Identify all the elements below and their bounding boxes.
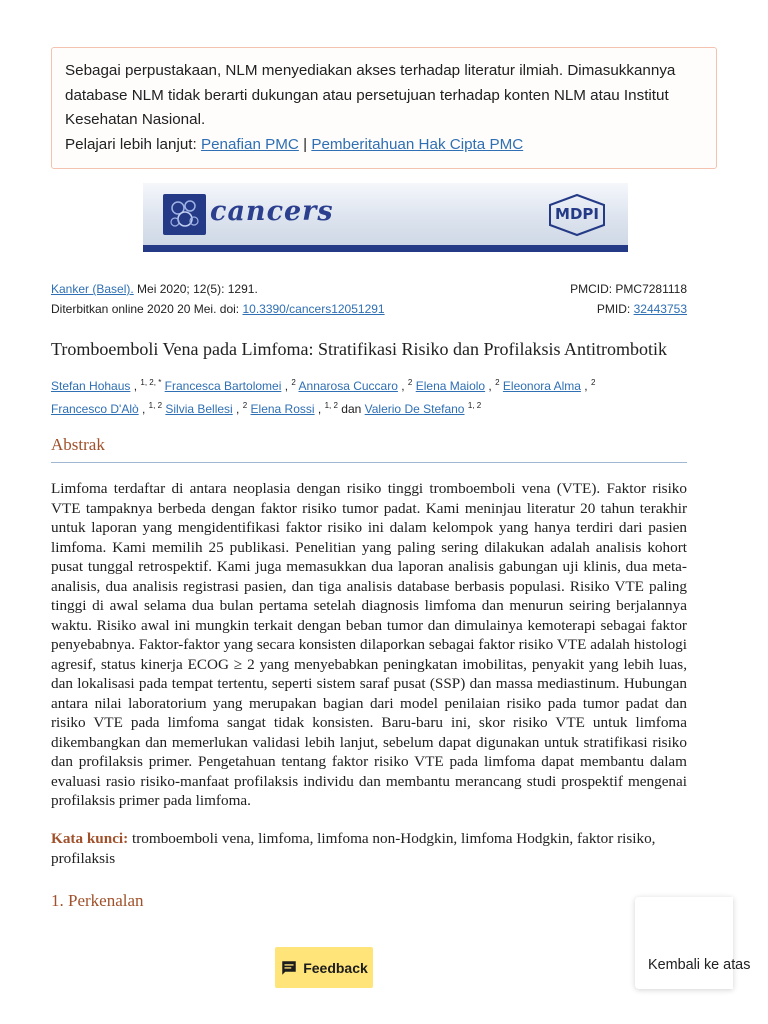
link-separator: | bbox=[303, 135, 308, 153]
journal-name: cancers bbox=[210, 196, 334, 227]
notice-learn-more bbox=[65, 133, 703, 158]
author-link[interactable]: Francesco D'Alò bbox=[51, 402, 139, 416]
feedback-button[interactable] bbox=[275, 947, 373, 988]
author-affiliation: 1, 2 bbox=[148, 401, 163, 410]
citation-meta bbox=[51, 279, 687, 319]
author-affiliation: 2 bbox=[242, 401, 248, 410]
citation-ids bbox=[570, 279, 687, 319]
back-to-top-button[interactable] bbox=[635, 897, 751, 989]
keywords bbox=[51, 829, 687, 868]
journal-link[interactable]: Kanker (Basel). bbox=[51, 282, 134, 296]
author-affiliation: 1, 2 bbox=[324, 401, 338, 410]
authors-and: dan bbox=[341, 402, 362, 416]
abstract-text: Limfoma terdaftar di antara neoplasia dengan risiko tinggi tromboemboli vena (VTE). Faktor risiko VTE tampaknya berbeda dengan faktor risiko tumor padat. Kami meninjau literatur 20 tahun terakhir untuk laporan yang mengidentifikasi faktor risiko ini dalam kelompok yang hanya terdiri dari pasien limfoma. Kami memilih 25 publikasi. Penelitian yang paling sering dilakukan adalah analisis kohort pusat tunggal retrospektif. Kami juga memasukkan dua laporan analisis gabungan uji klinis, dua meta-analisis, dua analisis registrasi pasien, dan tiga analisis database berbasis populasi. Risiko VTE paling tinggi di awal selama dua bulan pertama setelah diagnosis limfoma dan menurun seiring berjalannya waktu. Risiko awal ini mungkin terkait dengan beban tumor dan dimulainya kemoterapi sebagai faktor penyebabnya. Faktor-faktor yang secara konsisten dilaporkan sebagai faktor risiko VTE adalah histologi agresif, status kinerja ECOG ≥ 2 yang menyebabkan peningkatan imobilitas, penyakit yang lebih luas, dan lokalisasi pada tempat tertentu, seperti sistem saraf pusat (SSP) dan massa mediastinum. Hubungan antara nilai laboratorium yang merupakan bagian dari model penilaian risiko pada tumor padat dan risiko VTE pada limfoma sangat tidak konsisten. Baru-baru ini, skor risiko VTE untuk limfoma dikembangkan dan memerlukan validasi lebih lanjut, sebelum dapat digunakan untuk stratifikasi risiko dan profilaksis primer. Pengetahuan tentang faktor risiko VTE pada limfoma dapat membantu dalam evaluasi rasio risiko-manfaat profilaksis individu dan membantu merancang studi prospektif mengenai profilaksis primer pada limfoma. bbox=[51, 480, 687, 809]
publisher-name: MDPI bbox=[555, 205, 599, 223]
author-list: Stefan Hohaus , $^{1, 2, *}$ Francesca Bartolomei , $^2$ Annarosa Cuccaro , $^2$ Elena Maiolo , $^2$ Eleonora Alma , $^2$ Francesco D'Alò , $^{1, 2}$ Silvia Bellesi , $^2$ Elena Rossi , $^{1, 2}$ dan Valerio De Stefano $^{1, 2}$ bbox=[51, 378, 596, 416]
author-affiliation: 2 bbox=[495, 378, 500, 387]
author-link[interactable]: Elena Maiolo bbox=[415, 379, 486, 393]
pmid-line bbox=[570, 299, 687, 319]
keywords-label: Kata kunci: bbox=[51, 830, 129, 847]
author-link[interactable]: Valerio De Stefano bbox=[364, 402, 465, 416]
pmc-disclaimer-link[interactable]: Penafian PMC bbox=[200, 135, 299, 153]
keywords-text: tromboemboli vena, limfoma, limfoma non-Hodgkin, limfoma Hodgkin, faktor risiko, profilaksis bbox=[51, 830, 656, 867]
article-title: Tromboemboli Vena pada Limfoma: Stratifikasi Risiko dan Profilaksis Antitrombotik bbox=[51, 339, 667, 359]
pmc-copyright-link[interactable]: Pemberitahuan Hak Cipta PMC bbox=[311, 135, 524, 153]
learn-more-label: Pelajari lebih lanjut: bbox=[65, 135, 197, 153]
feedback-icon bbox=[280, 959, 298, 977]
author-link[interactable]: Eleonora Alma bbox=[502, 379, 581, 393]
published-label: Diterbitkan online 2020 20 Mei. doi: bbox=[51, 302, 240, 316]
cancers-logo-icon bbox=[163, 194, 206, 235]
notice-text: Sebagai perpustakaan, NLM menyediakan akses terhadap literatur ilmiah. Dimasukkannya database NLM tidak berarti dukungan atau persetujuan terhadap konten NLM atau Institut Kesehatan Nasional. bbox=[65, 62, 676, 128]
author-link[interactable]: Silvia Bellesi bbox=[165, 402, 233, 416]
citation-date-volume: Mei 2020; 12(5): 1291. bbox=[137, 282, 258, 296]
pmcid: PMCID: PMC7281118 bbox=[570, 282, 687, 296]
author-link[interactable]: Francesca Bartolomei bbox=[164, 379, 282, 393]
nlm-notice-box bbox=[51, 47, 717, 169]
author-link[interactable]: Elena Rossi bbox=[250, 402, 315, 416]
author-affiliation: 1, 2 bbox=[467, 401, 482, 410]
doi-link[interactable]: 10.3390/cancers12051291 bbox=[242, 302, 385, 316]
author-affiliation: 2 bbox=[291, 378, 296, 387]
pmid-link[interactable]: 32443753 bbox=[633, 302, 687, 316]
author-affiliation: 1, 2, * bbox=[140, 378, 162, 387]
pmid-label: PMID: bbox=[596, 302, 631, 316]
journal-banner[interactable] bbox=[143, 183, 628, 252]
author-affiliation: 2 bbox=[590, 378, 596, 387]
author-link[interactable]: Annarosa Cuccaro bbox=[298, 379, 398, 393]
feedback-label: Feedback bbox=[303, 959, 368, 976]
author-affiliation: 2 bbox=[407, 378, 413, 387]
author-link[interactable]: Stefan Hohaus bbox=[51, 379, 131, 393]
abstract-heading: Abstrak bbox=[51, 435, 687, 463]
intro-heading: 1. Perkenalan bbox=[51, 891, 144, 910]
back-to-top-label: Kembali ke atas bbox=[648, 957, 751, 973]
